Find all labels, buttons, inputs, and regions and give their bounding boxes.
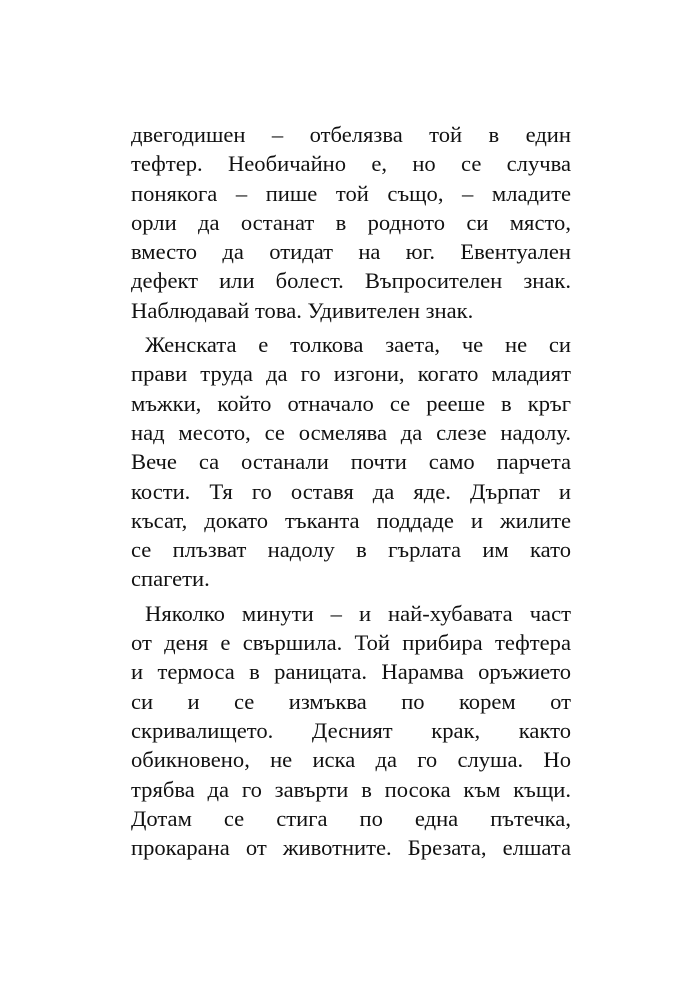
text-line: двегодишен – отбелязва той в един bbox=[131, 122, 571, 147]
text-line: прави труда да го изгони, когато младият bbox=[131, 361, 571, 387]
paragraph-2 bbox=[131, 330, 571, 594]
text-line: прокарана от животните. Брезата, елшата bbox=[131, 835, 571, 861]
text-line: трябва да го завърти в посока към къщи. bbox=[131, 776, 571, 802]
text-line: и термоса в раницата. Нарамва оръжието bbox=[131, 659, 571, 685]
paragraph-1 bbox=[131, 120, 571, 325]
text-line: вместо да отидат на юг. Евентуален bbox=[131, 239, 571, 265]
text-line: кости. Тя го оставя да яде. Дърпат и bbox=[131, 478, 571, 504]
text-line: орли да останат в родното си място, bbox=[131, 209, 571, 235]
text-line: Дотам се стига по една пътечка, bbox=[131, 805, 571, 831]
text-line: Няколко минути – и най-хубавата част bbox=[145, 600, 571, 626]
text-line: дефект или болест. Въпросителен знак. bbox=[131, 268, 571, 294]
text-line: се плъзват надолу в гърлата им като bbox=[131, 537, 571, 563]
text-line: Женската е толкова заета, че не си bbox=[145, 332, 571, 358]
text-line: тефтер. Необичайно е, но се случва bbox=[131, 151, 571, 177]
text-line: спагети. bbox=[131, 566, 210, 592]
text-line: от деня е свършила. Той прибира тефтера bbox=[131, 630, 571, 656]
text-line: над месото, се осмелява да слезе надолу. bbox=[131, 419, 571, 445]
text-line: Наблюдавай това. Удивителен знак. bbox=[131, 297, 474, 323]
text-line: скривалището. Десният крак, както bbox=[131, 717, 571, 743]
text-line: понякога – пише той също, – младите bbox=[131, 180, 571, 206]
paragraph-3 bbox=[131, 599, 571, 863]
text-line: късат, докато тъканта поддаде и жилите bbox=[131, 507, 571, 533]
text-line: си и се измъква по корем от bbox=[131, 688, 571, 714]
text-line: мъжки, който отначало се рееше в кръг bbox=[131, 390, 571, 416]
text-line: Вече са останали почти само парчета bbox=[131, 449, 571, 475]
text-line: обикновено, не иска да го слуша. Но bbox=[131, 747, 571, 773]
body-text bbox=[131, 120, 571, 862]
